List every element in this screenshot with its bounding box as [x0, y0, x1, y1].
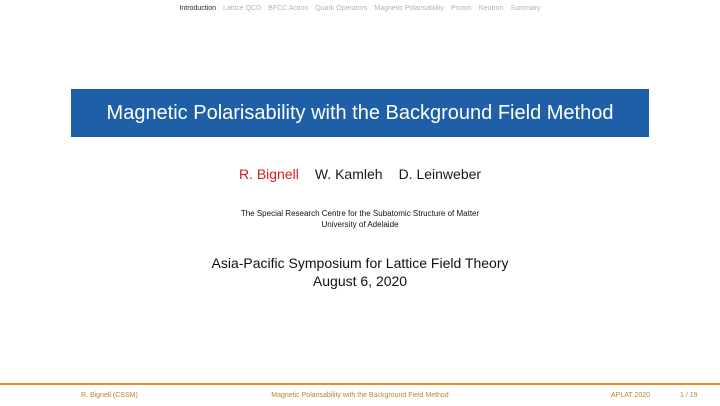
author-list: [0, 166, 720, 182]
nav-item-magnetic-polarisability[interactable]: Magnetic Polarisability: [374, 4, 445, 12]
author-presenter: R. Bignell: [238, 166, 299, 182]
slide-title-bar: [71, 89, 649, 137]
nav-item-neutron[interactable]: Neutron: [478, 4, 504, 12]
conference-date: August 6, 2020: [312, 273, 408, 289]
nav-item-introduction[interactable]: Introduction: [179, 4, 217, 12]
institute-line: University of Adelaide: [321, 220, 399, 229]
nav-item-summary[interactable]: Summary: [510, 4, 541, 12]
institute-line: The Special Research Centre for the Subatomic Structure of Matter: [240, 209, 480, 218]
institute: [0, 208, 720, 230]
nav-item-lattice-qcd[interactable]: Lattice QCD: [223, 4, 262, 12]
section-navigation: [0, 0, 720, 16]
footer-title: Magnetic Polarisability with the Background Field Method: [271, 392, 449, 399]
footer-divider: [0, 383, 720, 385]
conference-info: [0, 254, 720, 290]
footer-author: R. Bignell (CSSM): [81, 392, 138, 399]
conference-name: Asia-Pacific Symposium for Lattice Field Theory: [211, 255, 509, 271]
nav-item-quark-operators[interactable]: Quark Operators: [315, 4, 368, 12]
page-number: 1 / 19: [680, 392, 698, 399]
nav-item-proton[interactable]: Proton: [451, 4, 472, 12]
slide-title: Magnetic Polarisability with the Background Field Method: [106, 101, 614, 124]
author: D. Leinweber: [398, 166, 482, 182]
nav-item-bfcc-action[interactable]: BFCC Action: [268, 4, 309, 12]
footer-venue: APLAT 2020: [611, 392, 651, 399]
slide-footer: [0, 392, 720, 404]
author: W. Kamleh: [314, 166, 383, 182]
